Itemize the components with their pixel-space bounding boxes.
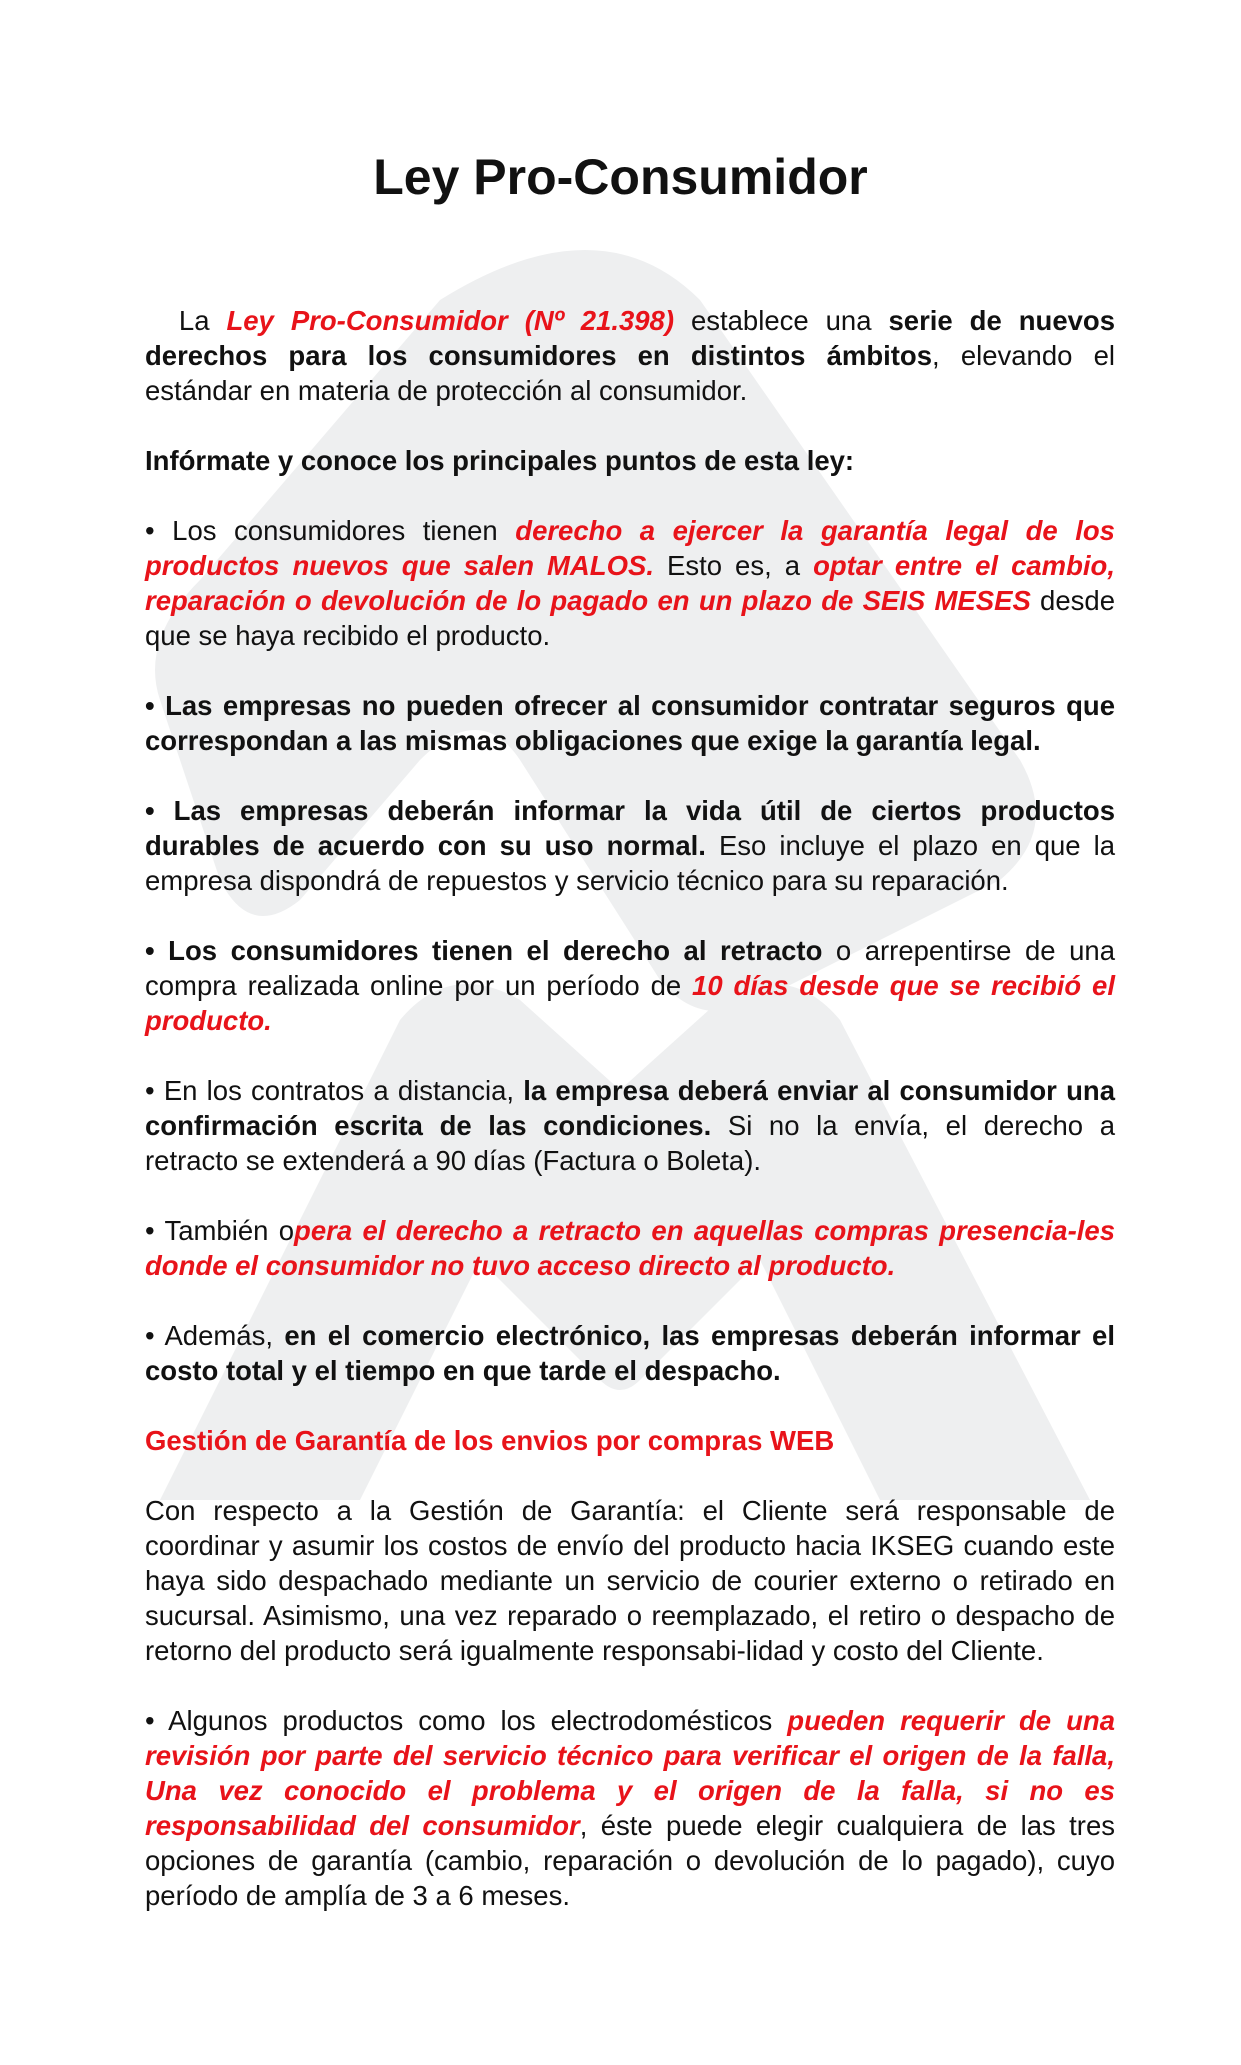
paragraph (145, 1213, 1115, 1283)
paragraph (145, 1073, 1115, 1178)
highlight-text: derecho a ejercer la garantía legal de los productos nuevos que salen MALOS. (145, 515, 1115, 581)
text-run: , elevando el estándar en materia de protección al consumidor. (145, 340, 1115, 406)
paragraph (145, 933, 1115, 1038)
highlight-text: Ley Pro-Consumidor (Nº 21.398) (226, 305, 674, 336)
text-run: • En los contratos a distancia, (145, 1075, 524, 1106)
text-run: • Los consumidores tienen (145, 515, 516, 546)
bold-text: • Los consumidores tienen el derecho al retracto (145, 935, 823, 966)
text-run: • Además, (145, 1320, 285, 1351)
text-run: o arrepentirse de una compra realizada online por un período de (145, 935, 1115, 1001)
text-run: establece una (674, 305, 889, 336)
text-run: • Algunos productos como los electrodomésticos (145, 1705, 788, 1736)
highlight-text: pera el derecho a retracto en aquellas compras presencia-les donde el consumidor no tuvo acceso directo al producto. (145, 1215, 1115, 1281)
bold-text: serie de nuevos derechos para los consumidores en distintos ámbitos (145, 305, 1115, 371)
bold-text: en el comercio electrónico, las empresas deberán informar el costo total y el tiempo en que tarde el despacho. (145, 1320, 1115, 1386)
paragraph (145, 1493, 1115, 1668)
text-run: Si no la envía, el derecho a retracto se extenderá a 90 días (Factura o Boleta). (145, 1110, 1115, 1176)
document-body (145, 303, 1115, 1948)
text-run: Esto es, a (653, 550, 814, 581)
paragraph (145, 443, 1115, 478)
paragraph (145, 1703, 1115, 1913)
section-heading: Gestión de Garantía de los envios por compras WEB (145, 1425, 835, 1456)
paragraph (145, 1423, 1115, 1458)
bold-text: Infórmate y conoce los principales puntos de esta ley: (145, 445, 855, 476)
bold-text: • Las empresas no pueden ofrecer al consumidor contratar seguros que correspondan a las mismas obligaciones que exige la garantía legal. (145, 690, 1115, 756)
text-run: Eso incluye el plazo en que la empresa dispondrá de repuestos y servicio técnico para su reparación. (145, 830, 1115, 896)
paragraph (145, 513, 1115, 653)
paragraph (145, 793, 1115, 898)
page-title: Ley Pro-Consumidor (373, 149, 868, 205)
paragraph (145, 303, 1115, 408)
highlight-text: optar entre el cambio, reparación o devolución de lo pagado en un plazo de SEIS MESES (145, 550, 1115, 616)
bold-text: • Las empresas deberán informar la vida útil de ciertos productos durables de acuerdo con su uso normal. (145, 795, 1115, 861)
text-run: Con respecto a la Gestión de Garantía: el Cliente será responsable de coordinar y asumir los costos de envío del producto hacia IKSEG cuando este haya sido despachado mediante un servicio de courier externo o retirado en sucursal. Asimismo, una vez reparado o reemplazado, el retiro o despacho de retorno del producto será igualmente responsabi-lidad y costo del Cliente. (145, 1495, 1115, 1666)
bold-text: la empresa deberá enviar al consumidor una confirmación escrita de las condiciones. (145, 1075, 1115, 1141)
text-run: , éste puede elegir cualquiera de las tres opciones de garantía (cambio, reparación o devolución de lo pagado), cuyo período de amplía de 3 a 6 meses. (145, 1810, 1115, 1911)
paragraph (145, 688, 1115, 758)
highlight-text: 10 días desde que se recibió el producto. (145, 970, 1115, 1036)
paragraph (145, 1318, 1115, 1388)
highlight-text: pueden requerir de una revisión por parte del servicio técnico para verificar el origen de la falla, Una vez conocido el problema y el origen de la falla, si no es responsabilidad del consumidor (145, 1705, 1115, 1841)
text-run: desde que se haya recibido el producto. (145, 585, 1115, 651)
text-run: • También o (145, 1215, 295, 1246)
text-run: La (145, 305, 227, 336)
